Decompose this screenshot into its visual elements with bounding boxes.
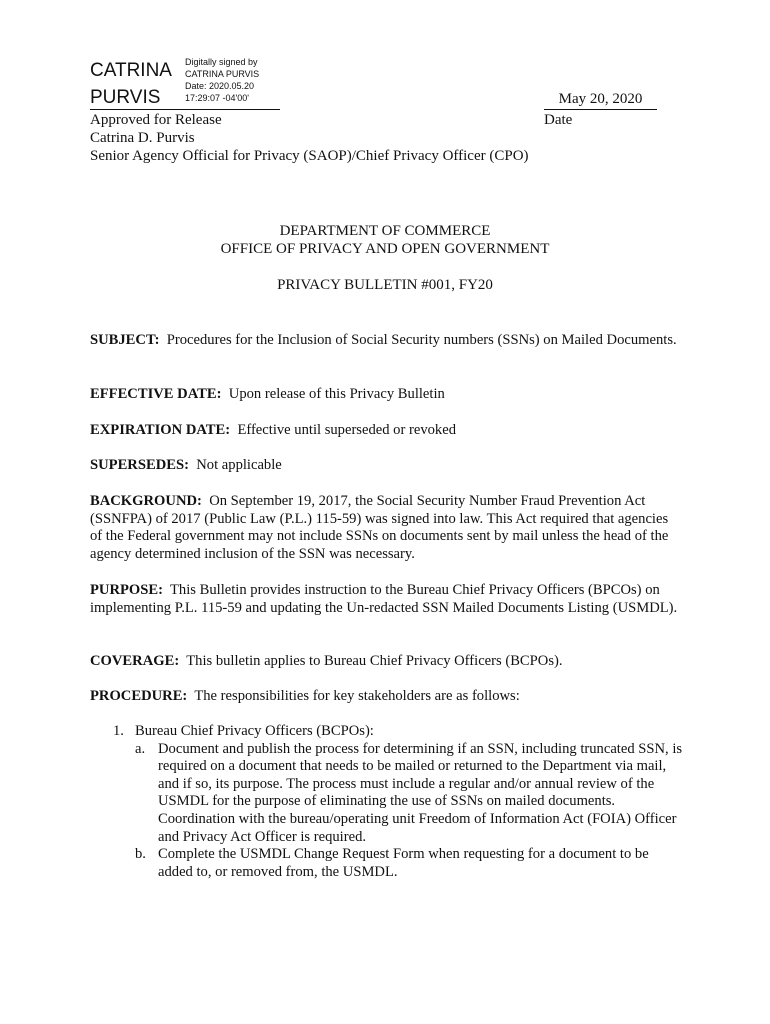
signature-name bbox=[90, 57, 172, 111]
list-item-text: Bureau Chief Privacy Officers (BCPOs): bbox=[135, 723, 374, 739]
background-label: BACKGROUND: bbox=[90, 493, 202, 509]
list-item bbox=[113, 723, 683, 741]
sub-list-item-letter: b. bbox=[135, 846, 146, 863]
approval-statement: Approved for Release bbox=[90, 112, 222, 128]
procedure-paragraph bbox=[90, 688, 680, 706]
expiration-date-label: EXPIRATION DATE: bbox=[90, 422, 231, 438]
signature-detail-line: Digitally signed by bbox=[185, 57, 258, 67]
approver-block bbox=[90, 111, 529, 165]
signature-name-line2: PURVIS bbox=[90, 87, 161, 108]
subject-label: SUBJECT: bbox=[90, 332, 160, 348]
purpose-label: PURPOSE: bbox=[90, 582, 163, 598]
effective-date-text: Upon release of this Privacy Bulletin bbox=[228, 386, 445, 402]
background-paragraph bbox=[90, 493, 680, 563]
expiration-date-text: Effective until superseded or revoked bbox=[237, 422, 456, 438]
coverage-label: COVERAGE: bbox=[90, 653, 180, 669]
release-date: May 20, 2020 bbox=[544, 90, 657, 110]
approver-name: Catrina D. Purvis bbox=[90, 130, 195, 146]
purpose-paragraph bbox=[90, 582, 680, 617]
supersedes-label: SUPERSEDES: bbox=[90, 457, 189, 473]
coverage-paragraph bbox=[90, 653, 680, 671]
expiration-date-paragraph bbox=[90, 422, 680, 440]
signature-details bbox=[185, 56, 259, 104]
approver-title: Senior Agency Official for Privacy (SAOP)/Chief Privacy Officer (CPO) bbox=[90, 148, 529, 164]
signature-detail-line: 17:29:07 -04'00' bbox=[185, 93, 249, 103]
procedure-label: PROCEDURE: bbox=[90, 688, 188, 704]
date-label: Date bbox=[544, 112, 573, 128]
procedure-text: The responsibilities for key stakeholders are as follows: bbox=[194, 688, 520, 704]
subject-paragraph bbox=[90, 332, 680, 350]
supersedes-paragraph bbox=[90, 457, 680, 475]
sub-list-item-text: Complete the USMDL Change Request Form when requesting for a document to be added to, or removed from, the USMDL. bbox=[158, 846, 649, 880]
signature-rule bbox=[90, 109, 280, 110]
digital-signature bbox=[90, 55, 280, 110]
signature-detail-line: CATRINA PURVIS bbox=[185, 69, 260, 79]
background-text: On September 19, 2017, the Social Security Number Fraud Prevention Act (SSNFPA) of 2017 (Public Law (P.L.) 115-59) was signed into law. This Act required that agencies of the Federal government may not include SSNs on documents sent by mail unless the head of the agency determined inclusion of the SSN was necessary. bbox=[90, 493, 669, 562]
subject-text: Procedures for the Inclusion of Social Security numbers (SSNs) on Mailed Documents. bbox=[166, 332, 677, 348]
office-heading: OFFICE OF PRIVACY AND OPEN GOVERNMENT bbox=[220, 241, 550, 257]
sub-list-item bbox=[113, 846, 683, 881]
effective-date-paragraph bbox=[90, 386, 680, 404]
signature-name-line1: CATRINA bbox=[90, 60, 172, 81]
sub-list-item-letter: a. bbox=[135, 740, 146, 757]
department-heading: DEPARTMENT OF COMMERCE bbox=[279, 223, 491, 239]
supersedes-text: Not applicable bbox=[196, 457, 282, 473]
coverage-text: This bulletin applies to Bureau Chief Privacy Officers (BCPOs). bbox=[186, 653, 563, 669]
purpose-text: This Bulletin provides instruction to the Bureau Chief Privacy Officers (BPCOs) on implementing P.L. 115-59 and updating the Un-redacted SSN Mailed Documents Listing (USMDL). bbox=[90, 582, 678, 616]
sub-list-item-text: Document and publish the process for determining if an SSN, including truncated SSN, is required on a document that needs to be mailed or returned to the Department via mail, and if so, its purpose. The process must include a regular and/or annual review of the USMDL for the purpose of eliminating the use of SSNs on mailed documents. Coordination with the bureau/operating unit Freedom of Information Act (FOIA) Officer and Privacy Act Officer is required. bbox=[158, 740, 683, 845]
sub-list-item bbox=[113, 741, 683, 847]
effective-date-label: EFFECTIVE DATE: bbox=[90, 386, 222, 402]
signature-detail-line: Date: 2020.05.20 bbox=[185, 81, 255, 91]
procedure-list bbox=[113, 723, 683, 881]
list-item-number: 1. bbox=[113, 723, 124, 739]
bulletin-title: PRIVACY BULLETIN #001, FY20 bbox=[277, 277, 493, 293]
